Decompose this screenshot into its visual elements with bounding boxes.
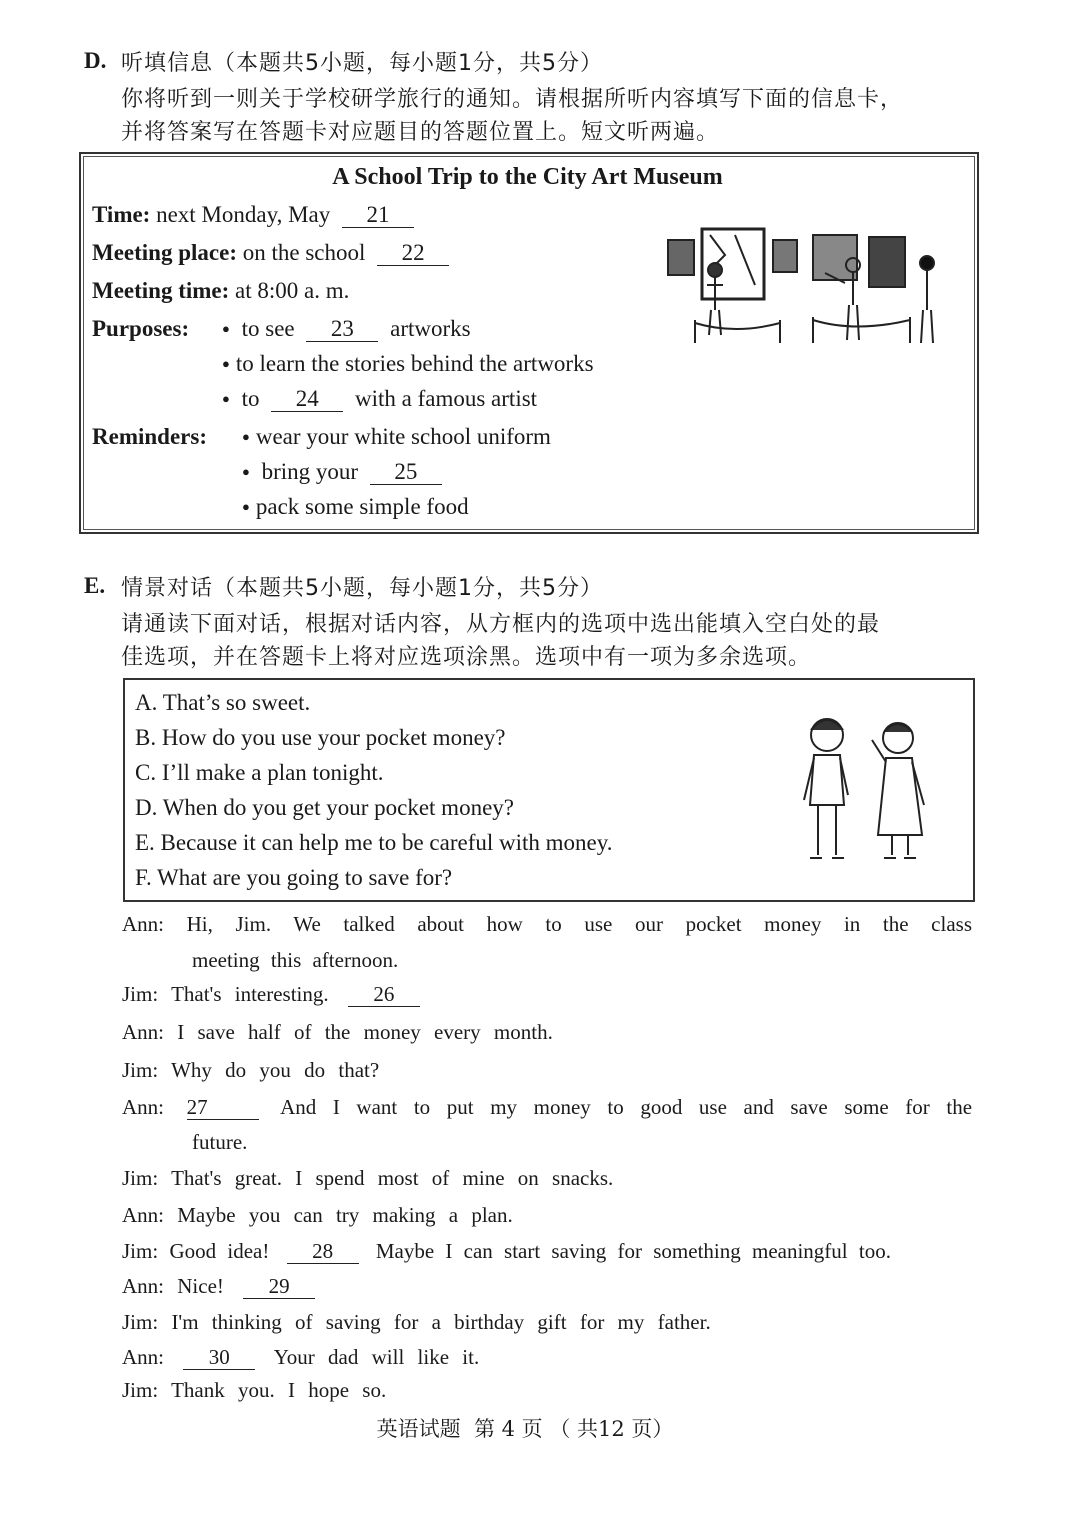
speaker-ann: Ann:: [122, 912, 164, 936]
speaker-jim: Jim:: [122, 1239, 159, 1263]
section-e-instruction-1: 请通读下面对话，根据对话内容，从方框内的选项中选出能填入空白处的最: [121, 612, 881, 637]
time-text: next Monday, May: [156, 202, 331, 227]
purpose-1: [222, 316, 471, 342]
speaker-jim: Jim:: [122, 1058, 159, 1082]
speaker-ann: Ann:: [122, 1274, 164, 1298]
speaker-ann: Ann:: [122, 1095, 164, 1119]
blank-30[interactable]: 30: [183, 1345, 255, 1370]
dialogue-line-4: [122, 1058, 972, 1083]
meeting-place-text: on the school: [242, 240, 366, 265]
purpose-1-text-b: artworks: [390, 316, 471, 341]
reminder-2-text: bring your: [261, 459, 359, 484]
section-d-instruction-2: 并将答案写在答题卡对应题目的答题位置上。短文听两遍。: [121, 120, 720, 145]
dialogue-line-10: [122, 1310, 972, 1335]
blank-26[interactable]: 26: [348, 982, 420, 1007]
dialogue-line-7: [122, 1203, 972, 1228]
section-d-instruction-1: 你将听到一则关于学校研学旅行的通知。请根据所听内容填写下面的信息卡，: [121, 87, 904, 112]
dialogue-line-1-cont: meeting this afternoon.: [192, 948, 399, 972]
dialogue-text: And I want to put my money to good use and save some for the: [280, 1095, 973, 1119]
purpose-2: ● to learn the stories behind the artworks: [222, 351, 594, 377]
blank-28[interactable]: 28: [287, 1239, 359, 1264]
speaker-jim: Jim:: [122, 1166, 159, 1190]
speaker-ann: Ann:: [122, 1345, 164, 1369]
speaker-ann: Ann:: [122, 1020, 164, 1044]
dialogue-line-1: [122, 912, 972, 937]
section-e-label: E.: [84, 573, 106, 598]
blank-21[interactable]: 21: [342, 203, 414, 228]
time-label: Time:: [92, 202, 151, 227]
meeting-place-row: [92, 240, 455, 266]
option-e: E. Because it can help me to be careful with money.: [135, 830, 613, 855]
speaker-jim: Jim:: [122, 1310, 159, 1334]
reminder-1: ● wear your white school uniform: [242, 424, 551, 450]
dialogue-text: That's great. I spend most of mine on snacks.: [171, 1166, 614, 1190]
purpose-1-text-a: to see: [241, 316, 295, 341]
blank-25[interactable]: 25: [370, 460, 442, 485]
option-b: B. How do you use your pocket money?: [135, 725, 506, 750]
dialogue-line-12: [122, 1378, 972, 1403]
dialogue-text: I save half of the money every month.: [177, 1020, 553, 1044]
dialogue-line-8: [122, 1239, 972, 1264]
dialogue-line-3: [122, 1020, 972, 1045]
reminder-2: [242, 459, 448, 485]
meeting-time-text: at 8:00 a. m.: [235, 278, 350, 303]
meeting-time-row: [92, 278, 349, 304]
dialogue-text: Nice!: [177, 1274, 224, 1298]
speaker-jim: Jim:: [122, 1378, 159, 1402]
meeting-time-label: Meeting time:: [92, 278, 230, 303]
dialogue-line-6: [122, 1166, 972, 1191]
dialogue-line-9: [122, 1274, 972, 1299]
museum-illustration: [665, 225, 950, 350]
page-footer: 英语试题 第 4 页 （ 共12 页）: [376, 1417, 674, 1441]
meeting-place-label: Meeting place:: [92, 240, 237, 265]
dialogue-text: That's interesting.: [171, 982, 329, 1006]
dialogue-text: Maybe I can start saving for something meaningful too.: [375, 1239, 891, 1263]
dialogue-text: I'm thinking of saving for a birthday gift for my father.: [171, 1310, 711, 1334]
dialogue-text: Thank you. I hope so.: [171, 1378, 387, 1402]
reminder-3: ● pack some simple food: [242, 494, 469, 520]
reminders-label: Reminders:: [92, 424, 207, 449]
dialogue-line-5-cont: future.: [192, 1130, 248, 1154]
purpose-3: [222, 386, 537, 412]
dialogue-text: Good idea!: [169, 1239, 270, 1263]
dialogue-text: Maybe you can try making a plan.: [177, 1203, 513, 1227]
info-card-title: A School Trip to the City Art Museum: [332, 164, 723, 190]
blank-22[interactable]: 22: [377, 241, 449, 266]
purpose-3-text-b: with a famous artist: [355, 386, 538, 411]
option-d: D. When do you get your pocket money?: [135, 795, 514, 820]
blank-23[interactable]: 23: [306, 317, 378, 342]
purpose-3-text-a: to: [241, 386, 260, 411]
blank-27[interactable]: 27: [187, 1095, 259, 1120]
children-illustration: [800, 710, 930, 865]
speaker-ann: Ann:: [122, 1203, 164, 1227]
section-e-title: 情景对话（本题共5小题，每小题1分，共5分）: [121, 576, 603, 601]
blank-29[interactable]: 29: [243, 1274, 315, 1299]
speaker-jim: Jim:: [122, 982, 159, 1006]
option-a: A. That’s so sweet.: [135, 690, 311, 715]
dialogue-text: Hi, Jim. We talked about how to use our pocket money in the class: [186, 912, 972, 936]
dialogue-text: Why do you do that?: [171, 1058, 380, 1082]
purposes-label: Purposes:: [92, 316, 190, 341]
dialogue-text: Your dad will like it.: [273, 1345, 480, 1369]
blank-24[interactable]: 24: [271, 387, 343, 412]
option-f: F. What are you going to save for?: [135, 865, 453, 890]
dialogue-line-2: [122, 982, 972, 1007]
time-row: [92, 202, 420, 228]
dialogue-line-5: [122, 1095, 972, 1120]
section-d-label: D.: [84, 48, 107, 73]
option-c: C. I’ll make a plan tonight.: [135, 760, 384, 785]
dialogue-line-11: [122, 1345, 972, 1370]
section-e-instruction-2: 佳选项，并在答题卡上将对应选项涂黑。选项中有一项为多余选项。: [121, 645, 812, 670]
section-d-title: 听填信息（本题共5小题，每小题1分，共5分）: [121, 51, 603, 76]
